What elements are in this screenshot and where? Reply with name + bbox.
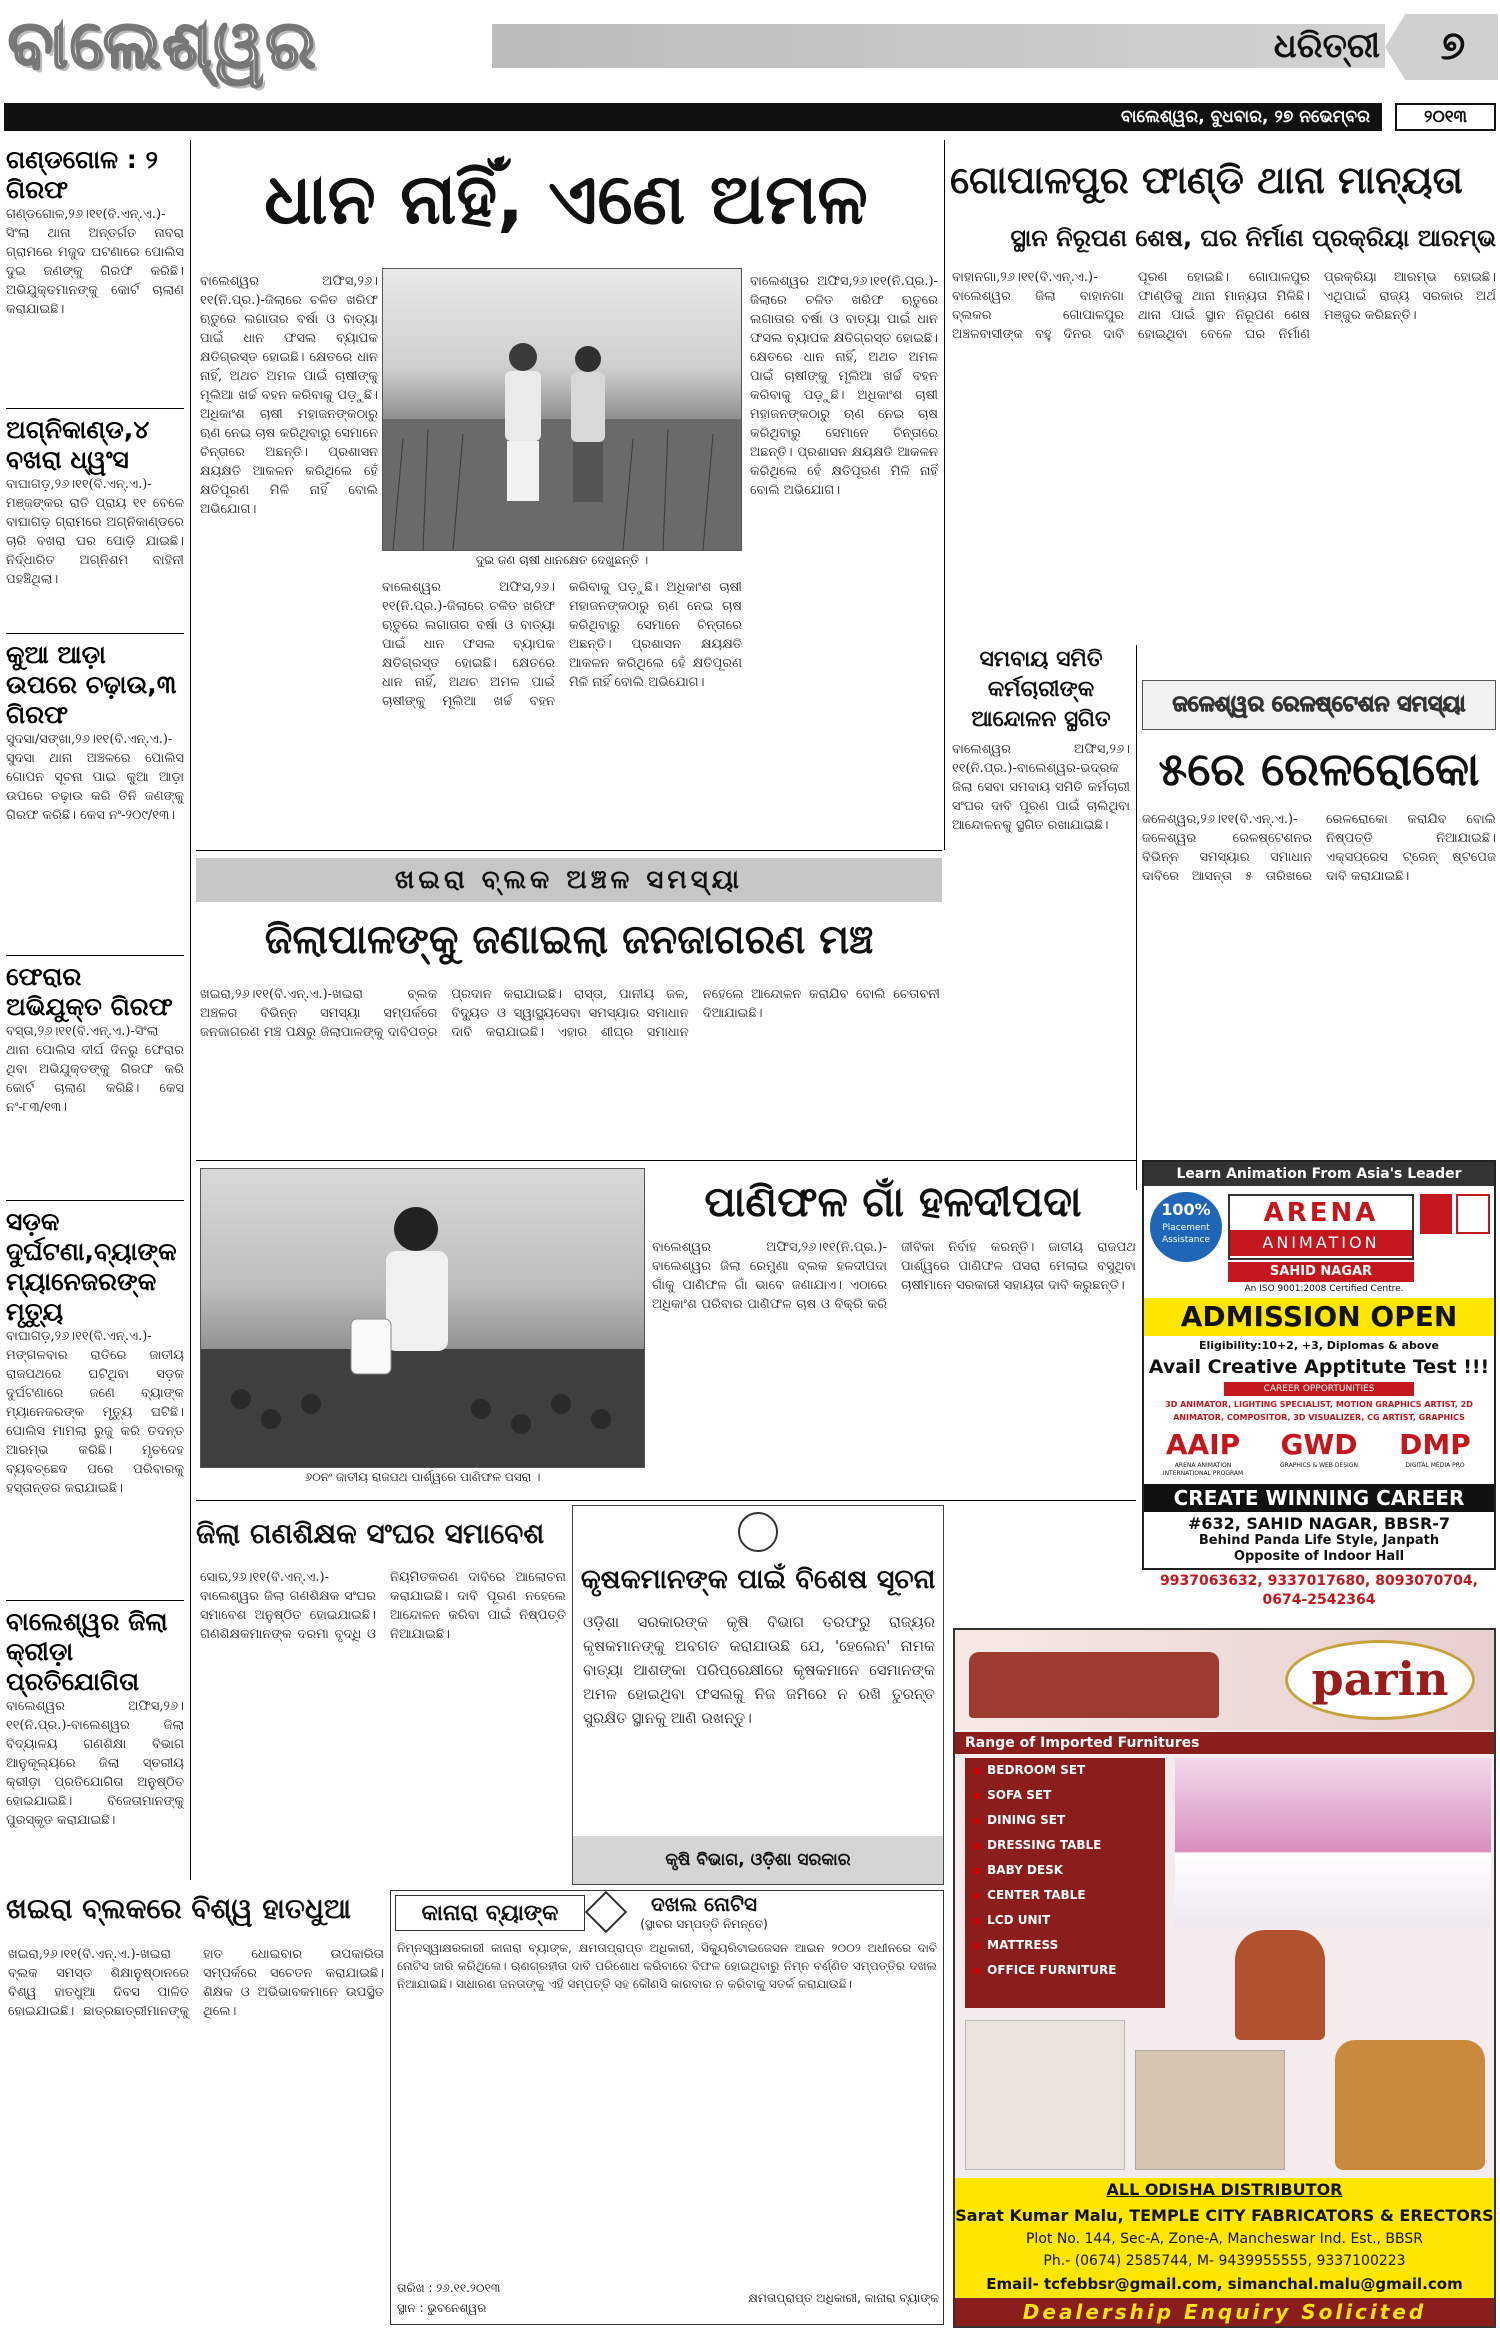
ganashikshak-body	[200, 1568, 566, 1868]
panifala-body	[652, 1238, 1136, 1498]
chair-image	[1235, 1930, 1325, 2040]
program-gwd-sub: GRAPHICS & WEB DESIGN	[1280, 1462, 1358, 1469]
brief-2-body: ବାଘାଗଡ଼,୨୬।୧୧(ବି.ଏନ୍.ଏ.)-ମଞ୍ଜଙ୍କର ରାତି ପ୍ରାୟ ୧୧ ବେଳେ ବାଘାଗଡ଼ ଗ୍ରାମରେ ଅଗ୍ନିକାଣ୍ଡରେ ଚାରି ବଖରା ଘର ପୋଡ଼ି ଯାଇଛି। ନିର୍ଦ୍ଧାରିତ ଅଗ୍ନିଶମ ବାହିନୀ ପହଞ୍ଚିଥିଲା।	[6, 477, 184, 587]
program-dmp-sub: DIGITAL MEDIA PRO	[1405, 1462, 1465, 1469]
parin-email: Email- tcfebbsr@gmail.com, simanchal.malu@gmail.com	[986, 2275, 1463, 2293]
samabay-headline: ସମବାୟ ସମିତି କର୍ମଚାରୀଙ୍କ ଆନ୍ଦୋଳନ ସ୍ଥଗିତ	[971, 647, 1111, 732]
brief-5-body: ବାଘାଗଡ଼,୨୬।୧୧(ବି.ଏନ୍.ଏ.)-ମଙ୍ଗଳବାର ରାତିରେ ଜାତୀୟ ରାଜପଥରେ ଘଟିଥିବା ସଡ଼କ ଦୁର୍ଘଟଣାରେ ଜଣେ ବ୍ୟାଙ୍କ ମ୍ୟାନେଜରଙ୍କ ମୃତ୍ୟୁ ଘଟିଛି। ପୋଲିସ ମାମଲା ରୁଜୁ କରି ତଦନ୍ତ ଆରମ୍ଭ କରିଛି। ମୃତଦେହ ବ୍ୟବଚ୍ଛେଦ ପରେ ପରିବାରକୁ ହସ୍ତାନ୍ତର କରାଯାଇଛି।	[6, 1329, 184, 1496]
furniture-item: ▪ CENTER TABLE	[965, 1883, 1165, 1908]
program-dmp: DMP	[1399, 1428, 1471, 1461]
furniture-item: ▪ MATTRESS	[965, 1933, 1165, 1958]
canara-notice-sub: (ସ୍ଥାବର ସମ୍ପତ୍ତି ନିମନ୍ତେ)	[640, 1917, 768, 1931]
brief-3	[6, 640, 184, 950]
brief-divider	[6, 1600, 184, 1601]
partner-logo-icon	[1456, 1194, 1490, 1234]
brief-6-head: ବାଲେଶ୍ୱର ଜିଲା କ୍ରୀଡ଼ା ପ୍ରତିଯୋଗିତା	[6, 1607, 168, 1696]
arena-eligibility: Eligibility:10+2, +3, Diplomas & above	[1198, 1339, 1440, 1352]
parin-enquiry: Dealership Enquiry Solicited	[955, 2298, 1494, 2326]
parin-range: Range of Imported Furnitures	[955, 1732, 1494, 1754]
arena-logo-text: ARENA	[1263, 1198, 1379, 1228]
badge-placement: Placement	[1162, 1223, 1210, 1233]
placement-badge	[1150, 1192, 1222, 1262]
furniture-item: ▪ BEDROOM SET	[965, 1758, 1165, 1783]
section-divider	[196, 1500, 1136, 1501]
ganashikshak-text: ସୋର,୨୬।୧୧(ବି.ଏନ୍.ଏ.)-ବାଲେଶ୍ୱର ଜିଲା ଗଣଶିକ୍ଷକ ସଂଘର ସମାବେଶ ଅନୁଷ୍ଠିତ ହୋଇଯାଇଛି। ଗଣଶିକ୍ଷକମାନଙ୍କ ଦରମା ବୃଦ୍ଧି ଓ ନିୟମିତକରଣ ଦାବିରେ ଆଲୋଚନା କରାଯାଇଛି। ଦାବି ପୂରଣ ନହେଲେ ଆନ୍ଦୋଳନ କରିବା ପାଇଁ ନିଷ୍ପତ୍ତି ନିଆଯାଇଛି।	[200, 1570, 566, 1642]
panifala-headline: ପାଣିଫଳ ଗାଁ ହଳଦୀପଦା	[704, 1177, 1082, 1226]
canara-brand: କାନାରା ବ୍ୟାଙ୍କ	[395, 1895, 585, 1931]
section-divider	[196, 850, 942, 851]
masthead	[0, 0, 1500, 132]
brief-5	[6, 1207, 184, 1597]
gopalpur-body	[952, 268, 1496, 638]
badge-assistance: Assistance	[1162, 1235, 1210, 1245]
water-chestnut-vendor-image	[201, 1169, 644, 1467]
column-divider	[944, 140, 945, 850]
jilapal-headline: ଜିଲାପାଳଙ୍କୁ ଜଣାଇଲା ଜନଜାଗରଣ ମଞ୍ଚ	[264, 917, 874, 963]
page-number: ୭	[1440, 23, 1466, 69]
furniture-item: ▪ DRESSING TABLE	[965, 1833, 1165, 1858]
partner-logo-icon	[1420, 1194, 1452, 1234]
program-aaip: AAIP	[1165, 1428, 1241, 1461]
brief-5-head: ସଡ଼କ ଦୁର୍ଘଟଣା,ବ୍ୟାଙ୍କ ମ୍ୟାନେଜରଙ୍କ ମୃତ୍ୟୁ	[6, 1207, 177, 1326]
notice-headline: କୃଷକମାନଙ୍କ ପାଇଁ ବିଶେଷ ସୂଚନା	[580, 1564, 936, 1595]
arena-logo	[1228, 1194, 1414, 1260]
column-divider	[1136, 645, 1137, 1190]
rail-kicker: ଜଳେଶ୍ୱର ରେଳଷ୍ଟେଶନ ସମସ୍ୟା	[1172, 692, 1466, 717]
furniture-item: ▪ BABY DESK	[965, 1858, 1165, 1883]
lead-photo-caption: ଦୁଇ ଜଣ ଚାଷୀ ଧାନକ୍ଷେତ ଦେଖୁଛନ୍ତି ।	[475, 553, 649, 567]
bed-image	[1175, 1758, 1491, 1928]
brief-4	[6, 962, 184, 1197]
furniture-item: ▪ OFFICE FURNITURE	[965, 1958, 1165, 1983]
brief-6-body: ବାଲେଶ୍ୱର ଅଫିସ,୨୬।୧୧(ନି.ପ୍ର.)-ବାଲେଶ୍ୱର ଜିଲା ବିଦ୍ୟାଳୟ ଗଣଶିକ୍ଷା ବିଭାଗ ଆନୁକୂଲ୍ୟରେ ଜିଲା ସ୍ତରୀୟ କ୍ରୀଡ଼ା ପ୍ରତିଯୋଗିତା ଅନୁଷ୍ଠିତ ହୋଇଯାଇଛି। ବିଜେତାମାନଙ୍କୁ ପୁରସ୍କୃତ କରାଯାଇଛି।	[6, 1699, 184, 1828]
brief-1-head: ଗଣ୍ଡଗୋଳ : ୨ ଗିରଫ	[6, 145, 158, 204]
section-name: ଧରିତ୍ରୀ	[1273, 26, 1380, 66]
farmers-in-field-image	[383, 269, 741, 550]
lead-columns	[382, 578, 742, 843]
furniture-item: ▪ SOFA SET	[965, 1783, 1165, 1808]
panifala-photo	[200, 1168, 645, 1468]
canara-logo-icon	[585, 1891, 627, 1933]
khaira-haat-headline: ଖଇରା ବ୍ଲକରେ ବିଶ୍ୱ ହାତଧୁଆ	[6, 1892, 351, 1925]
section-divider	[196, 1160, 1136, 1161]
brief-1	[6, 145, 184, 405]
badge-percent: 100%	[1161, 1200, 1211, 1219]
arena-branch: SAHID NAGAR	[1228, 1262, 1414, 1282]
khaira-haat-text: ଖଇରା,୨୬।୧୧(ବି.ଏନ୍.ଏ.)-ଖଇରା ବ୍ଲକ ସମସ୍ତ ଶିକ୍ଷାନୁଷ୍ଠାନରେ ବିଶ୍ୱ ହାତଧୁଆ ଦିବସ ପାଳିତ ହୋଇଯାଇଛି। ଛାତ୍ରଛାତ୍ରୀମାନଙ୍କୁ ହାତ ଧୋଇବାର ଉପକାରିତା ସମ୍ପର୍କରେ ସଚେତନ କରାଯାଇଛି। ଶିକ୍ଷକ ଓ ଅଭିଭାବକମାନେ ଉପସ୍ଥିତ ଥିଲେ।	[8, 1947, 384, 2019]
ganashikshak-headline: ଜିଲା ଗଣଶିକ୍ଷକ ସଂଘର ସମାବେଶ	[196, 1517, 545, 1550]
odisha-emblem-icon	[738, 1512, 778, 1552]
brief-4-body: ବସ୍ତା,୨୬।୧୧(ବି.ଏନ୍.ଏ.)-ସିଂଲା ଥାନା ପୋଲିସ ଦୀର୍ଘ ଦିନରୁ ଫେରାର ଥିବା ଅଭିଯୁକ୍ତଙ୍କୁ ଗିରଫ କରି କୋର୍ଟ ଚାଲାଣ କରିଛି। କେସ ନଂ-୮୩/୧୩।	[6, 1024, 184, 1115]
khaira-banner-text: ଖଇରା ବ୍ଲକ ଅଞ୍ଚଳ ସମସ୍ୟା	[394, 865, 744, 895]
parin-firm: Sarat Kumar Malu, TEMPLE CITY FABRICATORS & ERECTORS	[955, 2206, 1494, 2225]
left-column-divider	[190, 140, 191, 1880]
rail-body	[1142, 810, 1496, 1190]
notice-footer: କୃଷି ବିଭାଗ, ଓଡ଼ିଶା ସରକାର	[665, 1850, 851, 1870]
gopalpur-text: ବାହାନଗା,୨୬।୧୧(ବି.ଏନ୍.ଏ.)-ବାଲେଶ୍ୱର ଜିଲା ବାହାନଗା ବ୍ଲକର ଗୋପାଳପୁର ଅଞ୍ଚଳବାସୀଙ୍କ ବହୁ ଦିନର ଦାବି ପୂରଣ ହୋଇଛି। ଗୋପାଳପୁର ଫାଣ୍ଡିକୁ ଥାନା ମାନ୍ୟତା ମିଳିଛି। ଥାନା ପାଇଁ ସ୍ଥାନ ନିରୂପଣ ଶେଷ ହୋଇଥିବା ବେଳେ ଘର ନିର୍ମାଣ ପ୍ରକ୍ରିୟା ଆରମ୍ଭ ହୋଇଛି। ଏଥିପାଇଁ ରାଜ୍ୟ ସରକାର ଅର୍ଥ ମଞ୍ଜୁର କରିଛନ୍ତି।	[952, 270, 1496, 342]
parin-ad	[953, 1628, 1496, 2328]
brief-2	[6, 415, 184, 630]
armchair-image	[1335, 2040, 1485, 2170]
lead-body-right: ବାଲେଶ୍ୱର ଅଫିସ,୨୬।୧୧(ନି.ପ୍ର.)-ଜିଲାରେ ଚଳିତ ଖରିଫ ଋତୁରେ ଲଗାତାର ବର୍ଷା ଓ ବାତ୍ୟା ପାଇଁ ଧାନ ଫସଲ ବ୍ୟାପକ କ୍ଷତିଗ୍ରସ୍ତ ହୋଇଛି। କ୍ଷେତରେ ଧାନ ନାହିଁ, ଅଥଚ ଅମଳ ପାଇଁ ଚାଷୀଙ୍କୁ ମୂଲିଆ ଖର୍ଚ୍ଚ ବହନ କରିବାକୁ ପଡ଼ୁଛି। ଅଧିକାଂଶ ଚାଷୀ ମହାଜନଙ୍କଠାରୁ ଋଣ ନେଇ ଚାଷ କରିଥିବାରୁ ସେମାନେ ଚିନ୍ତାରେ ଅଛନ୍ତି। ପ୍ରଶାସନ କ୍ଷୟକ୍ଷତି ଆକଳନ କରିଥିଲେ ହେଁ କ୍ଷତିପୂରଣ ମିଳି ନାହିଁ ବୋଲି ଅଭିଯୋଗ।	[750, 274, 938, 498]
samabay-text: ବାଲେଶ୍ୱର ଅଫିସ,୨୬।୧୧(ନି.ପ୍ର.)-ବାଲେଶ୍ୱର-ଭଦ୍ରକ ଜିଲା ସେବା ସମବାୟ ସମିତି କର୍ମଚାରୀ ସଂଘର ଦାବି ପୂରଣ ପାଇଁ ଚାଲିଥିବା ଆନ୍ଦୋଳନକୁ ସ୍ଥଗିତ ରଖାଯାଇଛି।	[952, 742, 1130, 833]
panifala-text: ବାଲେଶ୍ୱର ଅଫିସ,୨୬।୧୧(ନି.ପ୍ର.)-ବାଲେଶ୍ୱର ଜିଲା ରେମୁଣା ବ୍ଲକ ହଳଦୀପଦା ଗାଁକୁ ପାଣିଫଳ ଗାଁ ଭାବେ ଜଣାଯାଏ। ଏଠାରେ ଅଧିକାଂଶ ପରିବାର ପାଣିଫଳ ଚାଷ ଓ ବିକ୍ରି କରି ଜୀବିକା ନିର୍ବାହ କରନ୍ତି। ଜାତୀୟ ରାଜପଥ ପାର୍ଶ୍ୱରେ ପାଣିଫଳ ପସରା ମେଲାଇ ବସୁଥିବା ଚାଷୀମାନେ ସରକାରୀ ସହାୟତା ଦାବି କରୁଛନ୍ତି।	[652, 1240, 1136, 1312]
lead-byline	[200, 272, 378, 842]
arena-ad	[1142, 1160, 1496, 1570]
gopalpur-subhead: ସ୍ଥାନ ନିରୂପଣ ଶେଷ, ଘର ନିର୍ମାଣ ପ୍ରକ୍ରିୟା ଆରମ୍ଭ	[1010, 224, 1496, 252]
career-label: CAREER OPPORTUNITIES	[1224, 1382, 1414, 1396]
brief-2-head: ଅଗ୍ନିକାଣ୍ଡ,୪ ବଖରା ଧ୍ୱଂସ	[6, 415, 150, 474]
parin-phone: Ph.- (0674) 2585744, M- 9439955555, 9337100223	[1043, 2253, 1406, 2269]
dressing-table-image	[1135, 2050, 1285, 2170]
admission-banner: ADMISSION OPEN	[1144, 1298, 1494, 1336]
sofa-image	[969, 1652, 1219, 1718]
rail-headline: ୫ରେ ରେଳରୋକୋ	[1158, 742, 1480, 796]
parin-address: Plot No. 144, Sec-A, Zone-A, Mancheswar Ind. Est., BBSR	[1025, 2231, 1424, 2247]
lead-headline: ଧାନ ନାହିଁ, ଏଣେ ଅମଳ	[264, 158, 868, 240]
khaira-haat-body	[8, 1945, 384, 2325]
program-gwd: GWD	[1280, 1428, 1358, 1461]
brief-6	[6, 1607, 184, 1877]
arena-top-bar: Learn Animation From Asia's Leader	[1144, 1162, 1494, 1186]
lead-body-columns: ବାଲେଶ୍ୱର ଅଫିସ,୨୬।୧୧(ନି.ପ୍ର.)-ଜିଲାରେ ଚଳିତ ଖରିଫ ଋତୁରେ ଲଗାତାର ବର୍ଷା ଓ ବାତ୍ୟା ପାଇଁ ଧାନ ଫସଲ ବ୍ୟାପକ କ୍ଷତିଗ୍ରସ୍ତ ହୋଇଛି। କ୍ଷେତରେ ଧାନ ନାହିଁ, ଅଥଚ ଅମଳ ପାଇଁ ଚାଷୀଙ୍କୁ ମୂଲିଆ ଖର୍ଚ୍ଚ ବହନ କରିବାକୁ ପଡ଼ୁଛି। ଅଧିକାଂଶ ଚାଷୀ ମହାଜନଙ୍କଠାରୁ ଋଣ ନେଇ ଚାଷ କରିଥିବାରୁ ସେମାନେ ଚିନ୍ତାରେ ଅଛନ୍ତି। ପ୍ରଶାସନ କ୍ଷୟକ୍ଷତି ଆକଳନ କରିଥିଲେ ହେଁ କ୍ଷତିପୂରଣ ମିଳି ନାହିଁ ବୋଲି ଅଭିଯୋଗ।	[382, 580, 742, 709]
canara-body: ନିମ୍ନସ୍ୱାକ୍ଷରକାରୀ କାନାରା ବ୍ୟାଙ୍କ, କ୍ଷମତାପ୍ରାପ୍ତ ଅଧିକାରୀ, ସିକ୍ୟୁରିଟାଇଜେସନ ଆଇନ ୨୦୦୨ ଅଧୀନରେ ଦାବି ନୋଟିସ ଜାରି କରିଥିଲେ। ଋଣଗ୍ରହୀତା ଦାବି ପରିଶୋଧ କରିବାରେ ବିଫଳ ହୋଇଥିବାରୁ ନିମ୍ନ ବର୍ଣ୍ଣିତ ସମ୍ପତ୍ତିର ଦଖଲ ନିଆଯାଇଛି। ସାଧାରଣ ଜନତାଙ୍କୁ ଏହି ସମ୍ପତ୍ତି ସହ କୌଣସି କାରବାର ନ କରିବାକୁ ସତର୍କ କରାଯାଉଛି।	[397, 1941, 937, 1991]
arena-address-1: #632, SAHID NAGAR, BBSR-7	[1187, 1514, 1451, 1533]
rail-text: ଜଳେଶ୍ୱର,୨୬।୧୧(ବି.ଏନ୍.ଏ.)-ଜଳେଶ୍ୱର ରେଳଷ୍ଟେଶନର ବିଭିନ୍ନ ସମସ୍ୟାର ସମାଧାନ ଦାବିରେ ଆସନ୍ତା ୫ ତାରିଖରେ ରେଳରୋକୋ କରାଯିବ ବୋଲି ନିଷ୍ପତ୍ତି ନିଆଯାଇଛି। ଏକ୍ସପ୍ରେସ ଟ୍ରେନ୍ ଷ୍ଟପେଜ ଦାବି କରାଯାଇଛି।	[1142, 812, 1496, 884]
furniture-item: ▪ LCD UNIT	[965, 1908, 1165, 1933]
lead-body-left: ବାଲେଶ୍ୱର ଅଫିସ,୨୬।୧୧(ନି.ପ୍ର.)-ଜିଲାରେ ଚଳିତ ଖରିଫ ଋତୁରେ ଲଗାତାର ବର୍ଷା ଓ ବାତ୍ୟା ପାଇଁ ଧାନ ଫସଲ ବ୍ୟାପକ କ୍ଷତିଗ୍ରସ୍ତ ହୋଇଛି। କ୍ଷେତରେ ଧାନ ନାହିଁ, ଅଥଚ ଅମଳ ପାଇଁ ଚାଷୀଙ୍କୁ ମୂଲିଆ ଖର୍ଚ୍ଚ ବହନ କରିବାକୁ ପଡ଼ୁଛି। ଅଧିକାଂଶ ଚାଷୀ ମହାଜନଙ୍କଠାରୁ ଋଣ ନେଇ ଚାଷ କରିଥିବାରୁ ସେମାନେ ଚିନ୍ତାରେ ଅଛନ୍ତି। ପ୍ରଶାସନ କ୍ଷୟକ୍ଷତି ଆକଳନ କରିଥିଲେ ହେଁ କ୍ଷତିପୂରଣ ମିଳି ନାହିଁ ବୋଲି ଅଭିଯୋଗ।	[200, 274, 378, 517]
lead-photo	[382, 268, 742, 551]
brief-3-head: କୁଆ ଆଡ଼ା ଉପରେ ଚଢ଼ାଉ,୩ ଗିରଫ	[6, 640, 177, 729]
canara-notice-title: ଦଖଲ ନୋଟିସ	[650, 1892, 758, 1916]
career-list: 3D ANIMATOR, LIGHTING SPECIALIST, MOTION GRAPHICS ARTIST, 2D ANIMATOR, COMPOSITOR, 3D VISUALIZER, CG ARTIST, GRAPHICS	[1165, 1400, 1473, 1422]
brief-3-body: ସୁଦସା/ସଙ୍ଖା,୨୬।୧୧(ବି.ଏନ୍.ଏ.)-ସୁଦସା ଥାନା ଅଞ୍ଚଳରେ ପୋଲିସ ଗୋପନ ସୂଚନା ପାଇ କୁଆ ଆଡ଼ା ଉପରେ ଚଢ଼ାଉ କରି ତିନି ଜଣଙ୍କୁ ଗିରଫ କରିଛି। କେସ ନଂ-୨୦୯/୧୩।	[6, 732, 184, 823]
canara-date: ତାରିଖ : ୨୬.୧୧.୨୦୧୩	[397, 2281, 501, 2295]
masthead-title: ବାଲେଶ୍ୱର	[8, 6, 318, 83]
canara-sign: କ୍ଷମତାପ୍ରାପ୍ତ ଅଧିକାରୀ, କାନାରା ବ୍ୟାଙ୍କ	[748, 2291, 939, 2305]
gopalpur-headline: ଗୋପାଳପୁର ଫାଣ୍ଡି ଥାନା ମାନ୍ୟତା	[950, 158, 1463, 202]
jilapal-body	[200, 985, 940, 1160]
canara-place: ସ୍ଥାନ : ଭୁବନେଶ୍ୱର	[397, 2301, 487, 2315]
animation-logo-text: ANIMATION	[1230, 1230, 1412, 1256]
panifala-photo-caption: ୬୦ନଂ ଜାତୀୟ ରାଜପଥ ପାର୍ଶ୍ୱରେ ପାଣିଫଳ ପସରା ।	[304, 1470, 541, 1484]
arena-address-3: Opposite of Indoor Hall	[1233, 1549, 1405, 1564]
arena-address-2: Behind Panda Life Style, Janpath	[1198, 1533, 1440, 1548]
arena-test: Avail Creative Apptitute Test !!!	[1148, 1356, 1490, 1378]
samabay-body	[952, 740, 1130, 1190]
arena-iso: An ISO 9001:2008 Certified Centre.	[1244, 1284, 1404, 1294]
dateline: ବାଲେଶ୍ୱର, ବୁଧବାର, ୨୭ ନଭେମ୍ବର	[1121, 107, 1370, 127]
create-banner: CREATE WINNING CAREER	[1144, 1484, 1494, 1512]
furniture-list	[965, 1758, 1165, 2008]
jilapal-text: ଖଇରା,୨୬।୧୧(ବି.ଏନ୍.ଏ.)-ଖଇରା ବ୍ଲକ ଅଞ୍ଚଳର ବିଭିନ୍ନ ସମସ୍ୟା ସମ୍ପର୍କରେ ଜନଜାଗରଣ ମଞ୍ଚ ପକ୍ଷରୁ ଜିଲାପାଳଙ୍କୁ ଦାବିପତ୍ର ପ୍ରଦାନ କରାଯାଇଛି। ରାସ୍ତା, ପାନୀୟ ଜଳ, ବିଦ୍ୟୁତ ଓ ସ୍ୱାସ୍ଥ୍ୟସେବା ସମସ୍ୟାର ସମାଧାନ ଦାବି କରାଯାଇଛି। ଏହାର ଶୀଘ୍ର ସମାଧାନ ନହେଲେ ଆନ୍ଦୋଳନ କରାଯିବ ବୋଲି ଚେତାବନୀ ଦିଆଯାଇଛି।	[200, 987, 940, 1040]
farmer-notice	[572, 1505, 944, 1885]
furniture-item: ▪ DINING SET	[965, 1808, 1165, 1833]
lead-right-col	[750, 272, 938, 842]
wardrobe-image	[965, 2020, 1125, 2170]
year-box: ୨୦୧୩	[1395, 103, 1496, 131]
canara-notice	[390, 1890, 944, 2325]
parin-distributor: ALL ODISHA DISTRIBUTOR	[955, 2178, 1494, 2202]
brief-1-body: ଗଣ୍ଡଗୋଳ,୨୬।୧୧(ବି.ଏନ୍.ଏ.)-ସିଂଲା ଥାନା ଅନ୍ତର୍ଗତ ନାବରା ଗ୍ରାମରେ ମଜୁଦ ଘଟଣାରେ ପୋଲିସ ଦୁଇ ଜଣଙ୍କୁ ଗିରଫ କରିଛି। ଅଭିଯୁକ୍ତମାନଙ୍କୁ କୋର୍ଟ ଚାଲାଣ କରାଯାଇଛି।	[6, 207, 184, 317]
brief-divider	[6, 1200, 184, 1201]
notice-body: ଓଡ଼ିଶା ସରକାରଙ୍କ କୃଷି ବିଭାଗ ତରଫରୁ ରାଜ୍ୟର କୃଷକମାନଙ୍କୁ ଅବଗତ କରାଯାଉଛି ଯେ, 'ହେଲେନ' ନାମକ ବାତ୍ୟା ଆଶଙ୍କା ପରିପ୍ରେକ୍ଷୀରେ କୃଷକମାନେ ସେମାନଙ୍କ ଅମଳ ହୋଇଥିବା ଫସଲକୁ ନିଜ ଜମିରେ ନ ରଖି ତୁରନ୍ତ ସୁରକ୍ଷିତ ସ୍ଥାନକୁ ଆଣି ରଖନ୍ତୁ।	[583, 1613, 935, 1727]
program-aaip-sub: ARENA ANIMATION INTERNATIONAL PROGRAM	[1162, 1462, 1244, 1477]
brief-divider	[6, 955, 184, 956]
brief-4-head: ଫେରାର ଅଭିଯୁକ୍ତ ଗିରଫ	[6, 962, 173, 1021]
brief-divider	[6, 633, 184, 634]
brief-divider	[6, 408, 184, 409]
parin-logo: parin	[1285, 1640, 1475, 1720]
arena-phones: 9937063632, 9337017680, 8093070704, 0674-2542364	[1160, 1573, 1478, 1608]
